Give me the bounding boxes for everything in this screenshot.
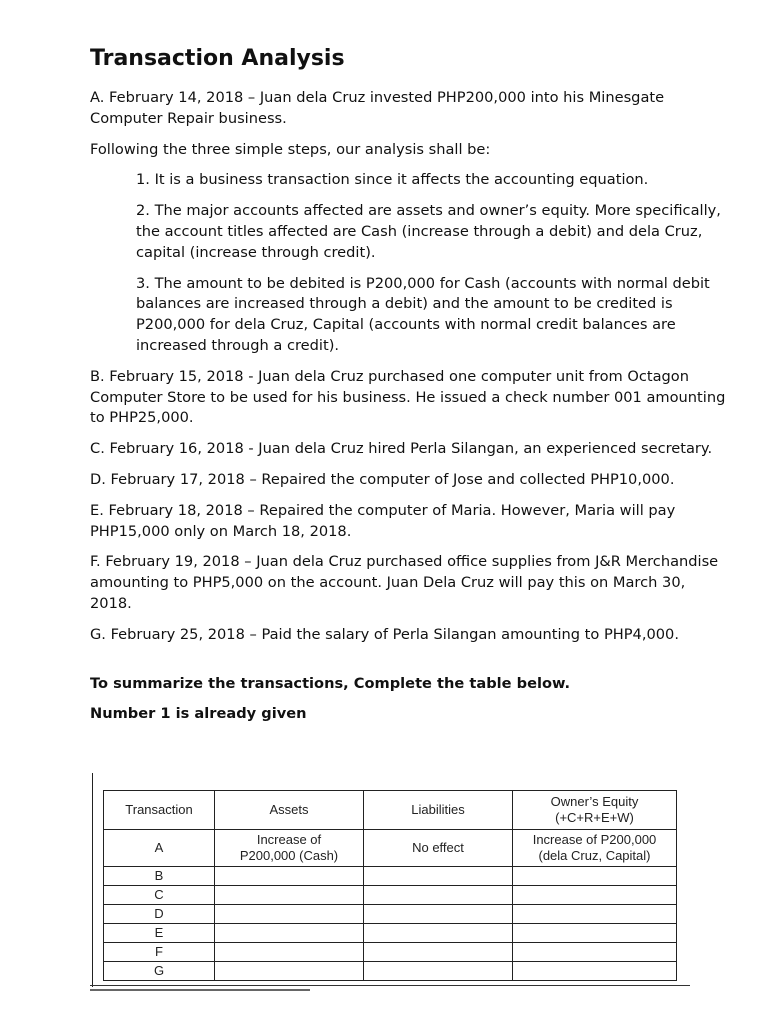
cell-assets[interactable] — [215, 943, 364, 962]
transaction-c-text: C. February 16, 2018 - Juan dela Cruz hired Perla Silangan, an experienced secretary. — [90, 440, 713, 458]
cell-transaction: F — [104, 943, 215, 962]
header-liabilities: Liabilities — [364, 791, 513, 830]
cell-liabilities[interactable] — [364, 962, 513, 981]
table-row — [104, 943, 677, 962]
cell-liabilities[interactable]: No effect — [364, 830, 513, 867]
cell-owners-equity[interactable]: Increase of P200,000 (dela Cruz, Capital) — [513, 830, 677, 867]
table-row — [104, 962, 677, 981]
transaction-table-image — [90, 773, 690, 991]
table-header-row — [104, 791, 677, 830]
cell-assets[interactable] — [215, 867, 364, 886]
cell-assets[interactable] — [215, 905, 364, 924]
table-row — [104, 924, 677, 943]
cell-liabilities[interactable] — [364, 886, 513, 905]
cell-owners-equity[interactable] — [513, 867, 677, 886]
bottom-border-line — [90, 985, 690, 986]
cell-owners-equity[interactable] — [513, 886, 677, 905]
cell-liabilities[interactable] — [364, 867, 513, 886]
header-transaction: Transaction — [104, 791, 215, 830]
cell-assets[interactable]: Increase of P200,000 (Cash) — [215, 830, 364, 867]
cell-liabilities[interactable] — [364, 943, 513, 962]
transaction-e-text: E. February 18, 2018 – Repaired the computer of Maria. However, Maria will pay PHP15,000 only on March 18, 2018. — [90, 501, 676, 540]
transaction-f-text: F. February 19, 2018 – Juan dela Cruz purchased office supplies from J&R Merchandise amounting to PHP5,000 on the account. Juan Dela Cruz will pay this on March 30, 2018. — [90, 553, 719, 612]
steps-intro: Following the three simple steps, our analysis shall be: — [90, 140, 491, 158]
summary-instruction: To summarize the transactions, Complete the table below. — [90, 674, 571, 692]
cell-liabilities[interactable] — [364, 924, 513, 943]
given-note: Number 1 is already given — [90, 705, 307, 723]
step-3: 3. The amount to be debited is P200,000 for Cash (accounts with normal debit balances are increased through a debit) and the amount to be credited is P200,000 for dela Cruz, Capital (accounts with normal credit balances are increased through a credit). — [136, 274, 710, 354]
transaction-summary-table — [103, 790, 677, 981]
cell-transaction: E — [104, 924, 215, 943]
cell-owners-equity[interactable] — [513, 943, 677, 962]
header-owners-equity — [513, 791, 677, 830]
cell-owners-equity[interactable] — [513, 962, 677, 981]
page-title: Transaction Analysis — [90, 46, 345, 71]
table-row — [104, 905, 677, 924]
cell-owners-equity[interactable] — [513, 924, 677, 943]
table-row — [104, 886, 677, 905]
transaction-b-text: B. February 15, 2018 - Juan dela Cruz purchased one computer unit from Octagon Computer Store to be used for his business. He issued a check number 001 amounting to PHP25,000. — [90, 367, 726, 427]
document-body — [90, 44, 730, 735]
step-2: 2. The major accounts affected are assets and owner’s equity. More specifically, the account titles affected are Cash (increase through a debit) and dela Cruz, capital (increase through credit). — [136, 202, 721, 261]
cell-transaction: G — [104, 962, 215, 981]
cell-transaction: C — [104, 886, 215, 905]
transaction-g-text: G. February 25, 2018 – Paid the salary of Perla Silangan amounting to PHP4,000. — [90, 625, 679, 643]
transaction-a-text: A. February 14, 2018 – Juan dela Cruz invested PHP200,000 into his Minesgate Computer Repair business. — [90, 89, 665, 127]
cell-assets[interactable] — [215, 924, 364, 943]
header-owners-equity-title: Owner’s Equity — [550, 794, 639, 809]
table-row — [104, 867, 677, 886]
left-border-line — [92, 773, 93, 987]
cell-owners-equity[interactable] — [513, 905, 677, 924]
cell-transaction: D — [104, 905, 215, 924]
header-owners-equity-formula: (+C+R+E+W) — [555, 810, 634, 825]
cell-transaction: B — [104, 867, 215, 886]
cell-assets[interactable] — [215, 886, 364, 905]
cell-liabilities[interactable] — [364, 905, 513, 924]
cell-transaction: A — [104, 830, 215, 867]
table-row — [104, 830, 677, 867]
header-assets: Assets — [215, 791, 364, 830]
cell-assets[interactable] — [215, 962, 364, 981]
step-1: 1. It is a business transaction since it affects the accounting equation. — [136, 171, 649, 189]
cropped-text-fragment — [90, 987, 330, 991]
transaction-d-text: D. February 17, 2018 – Repaired the computer of Jose and collected PHP10,000. — [90, 470, 675, 488]
